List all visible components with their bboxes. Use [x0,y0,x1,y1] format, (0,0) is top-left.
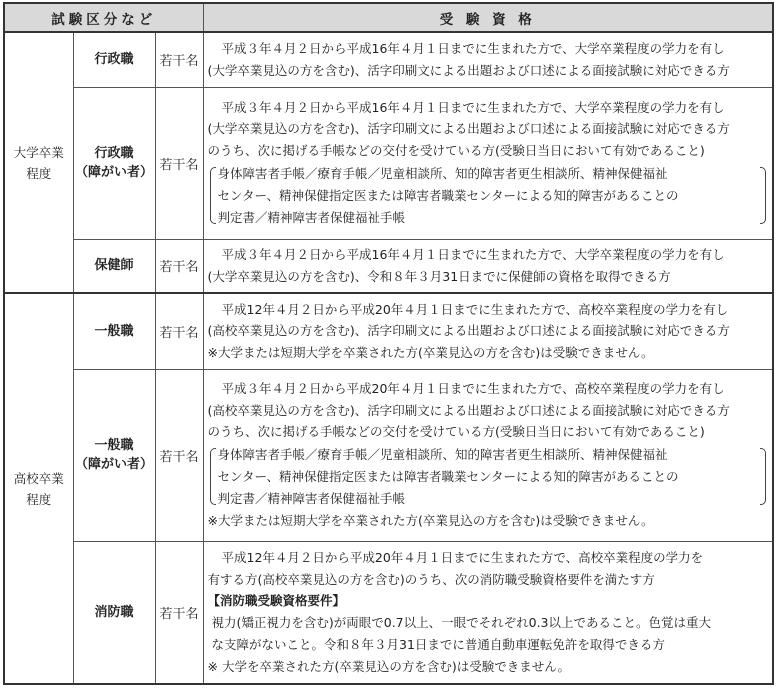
table-row [4,369,773,541]
qualification-cell [203,369,773,541]
table-row [4,32,773,87]
type-cell [73,239,155,293]
requirement-line: な支障がないこと。令和８年３月31日までに普通自動車運転免許を取得できる方 [211,637,665,653]
count-cell: 若干名 [155,239,203,293]
type-label: 消防職 [94,604,134,620]
qualification-line: (大学卒業見込の方を含む)、活字印刷文による出題および口述による面接試験に対応できる方 [207,121,730,137]
qualification-cell [203,239,773,293]
type-label-sub: （障がい者） [74,165,153,180]
bracket-line: センター、精神保健指定医または障害者職業センターによる知的障害があることの [217,187,679,203]
qualification-line: 平成12年４月２日から平成20年４月１日までに生まれた方で、高校卒業程度の学力を [221,549,704,565]
table-row [4,541,773,684]
level-label-line: 高校卒業 [13,470,64,486]
requirement-line: 視力(矯正視力を含む)が両眼で0.7以上、一眼でそれぞれ0.3以上であること。色覚は重大 [211,615,712,631]
table-row [4,87,773,239]
count-cell: 若干名 [155,32,203,87]
type-cell [73,541,155,684]
level-cell-university [4,32,73,293]
qualification-cell [203,541,773,684]
qualification-line: 平成３年４月２日から平成16年４月１日までに生まれた方で、大学卒業程度の学力を有し [221,40,725,56]
qualification-line: のうち、次に掲げる手帳などの交付を受けている方(受験日当日において有効であること) [207,424,705,440]
qualification-note: ※大学または短期大学を卒業された方(卒業見込の方を含む)は受験できません。 [207,513,654,529]
header-qualification: 受 験 資 格 [203,3,773,32]
count-cell: 若干名 [155,87,203,239]
count-cell: 若干名 [155,293,203,369]
type-cell [73,87,155,239]
qualification-line: 平成12年４月２日から平成20年４月１日までに生まれた方で、高校卒業程度の学力を有し [221,301,729,317]
qualification-line: のうち、次に掲げる手帳などの交付を受けている方(受験日当日において有効であること) [207,143,705,159]
table-header-row [4,3,773,32]
exam-qualification-table [3,2,774,687]
qualification-line: 平成３年４月２日から平成20年４月１日までに生まれた方で、高校卒業程度の学力を有し [221,380,725,396]
qualification-note: ※ 大学を卒業された方(卒業見込の方を含む)は受験できません。 [207,658,570,674]
count-cell: 若干名 [155,369,203,541]
qualification-cell [203,32,773,87]
bracket-line: 判定書／精神障害者保健福祉手帳 [217,209,406,225]
type-label: 一般職 [94,438,134,453]
qualification-table [3,2,774,685]
qualification-line: (高校卒業見込の方を含む)、活字印刷文による出題および口述による面接試験に対応できる方 [207,402,730,418]
qualification-line: (大学卒業見込の方を含む)、令和８年３月31日までに保健師の資格を取得できる方 [207,268,671,284]
type-cell [73,32,155,87]
requirement-heading: 【消防職受験資格要件】 [207,593,346,609]
handbook-bracket [210,444,769,509]
qualification-note: ※大学または短期大学を卒業された方(卒業見込の方を含む)は受験できません。 [207,345,654,361]
header-category: 試験区分など [4,3,203,32]
qualification-cell [203,293,773,369]
type-label-sub: （障がい者） [74,457,153,472]
qualification-line: (大学卒業見込の方を含む)、活字印刷文による出題および口述による面接試験に対応できる方 [207,62,730,78]
bracket-line: 判定書／精神障害者保健福祉手帳 [217,490,406,506]
type-cell [73,293,155,369]
level-label-line: 大学卒業 [13,144,64,160]
qualification-line: 有する方(高校卒業見込の方を含む)のうち、次の消防職受験資格要件を満たす方 [207,571,655,587]
type-label: 保健師 [94,258,134,274]
level-label-line: 程度 [26,165,52,181]
count-cell: 若干名 [155,541,203,684]
qualification-line: (高校卒業見込の方を含む)、活字印刷文による出題および口述による面接試験に対応できる方 [207,323,730,339]
qualification-cell [203,87,773,239]
type-label: 行政職 [94,52,134,68]
table-row [4,293,773,369]
bracket-line: 身体障害者手帳／療育手帳／児童相談所、知的障害者更生相談所、精神保健福祉 [217,447,668,463]
type-label: 行政職 [94,146,134,161]
level-cell-highschool [4,293,73,684]
handbook-bracket [210,163,769,228]
table-row [4,239,773,293]
bracket-line: センター、精神保健指定医または障害者職業センターによる知的障害があることの [217,468,679,484]
type-cell [73,369,155,541]
type-label: 一般職 [94,323,134,339]
bracket-line: 身体障害者手帳／療育手帳／児童相談所、知的障害者更生相談所、精神保健福祉 [217,166,668,181]
qualification-line: 平成３年４月２日から平成16年４月１日までに生まれた方で、大学卒業程度の学力を有し [221,99,725,115]
level-label-line: 程度 [26,491,52,507]
qualification-line: 平成３年４月２日から平成16年４月１日までに生まれた方で、大学卒業程度の学力を有し [221,246,725,262]
